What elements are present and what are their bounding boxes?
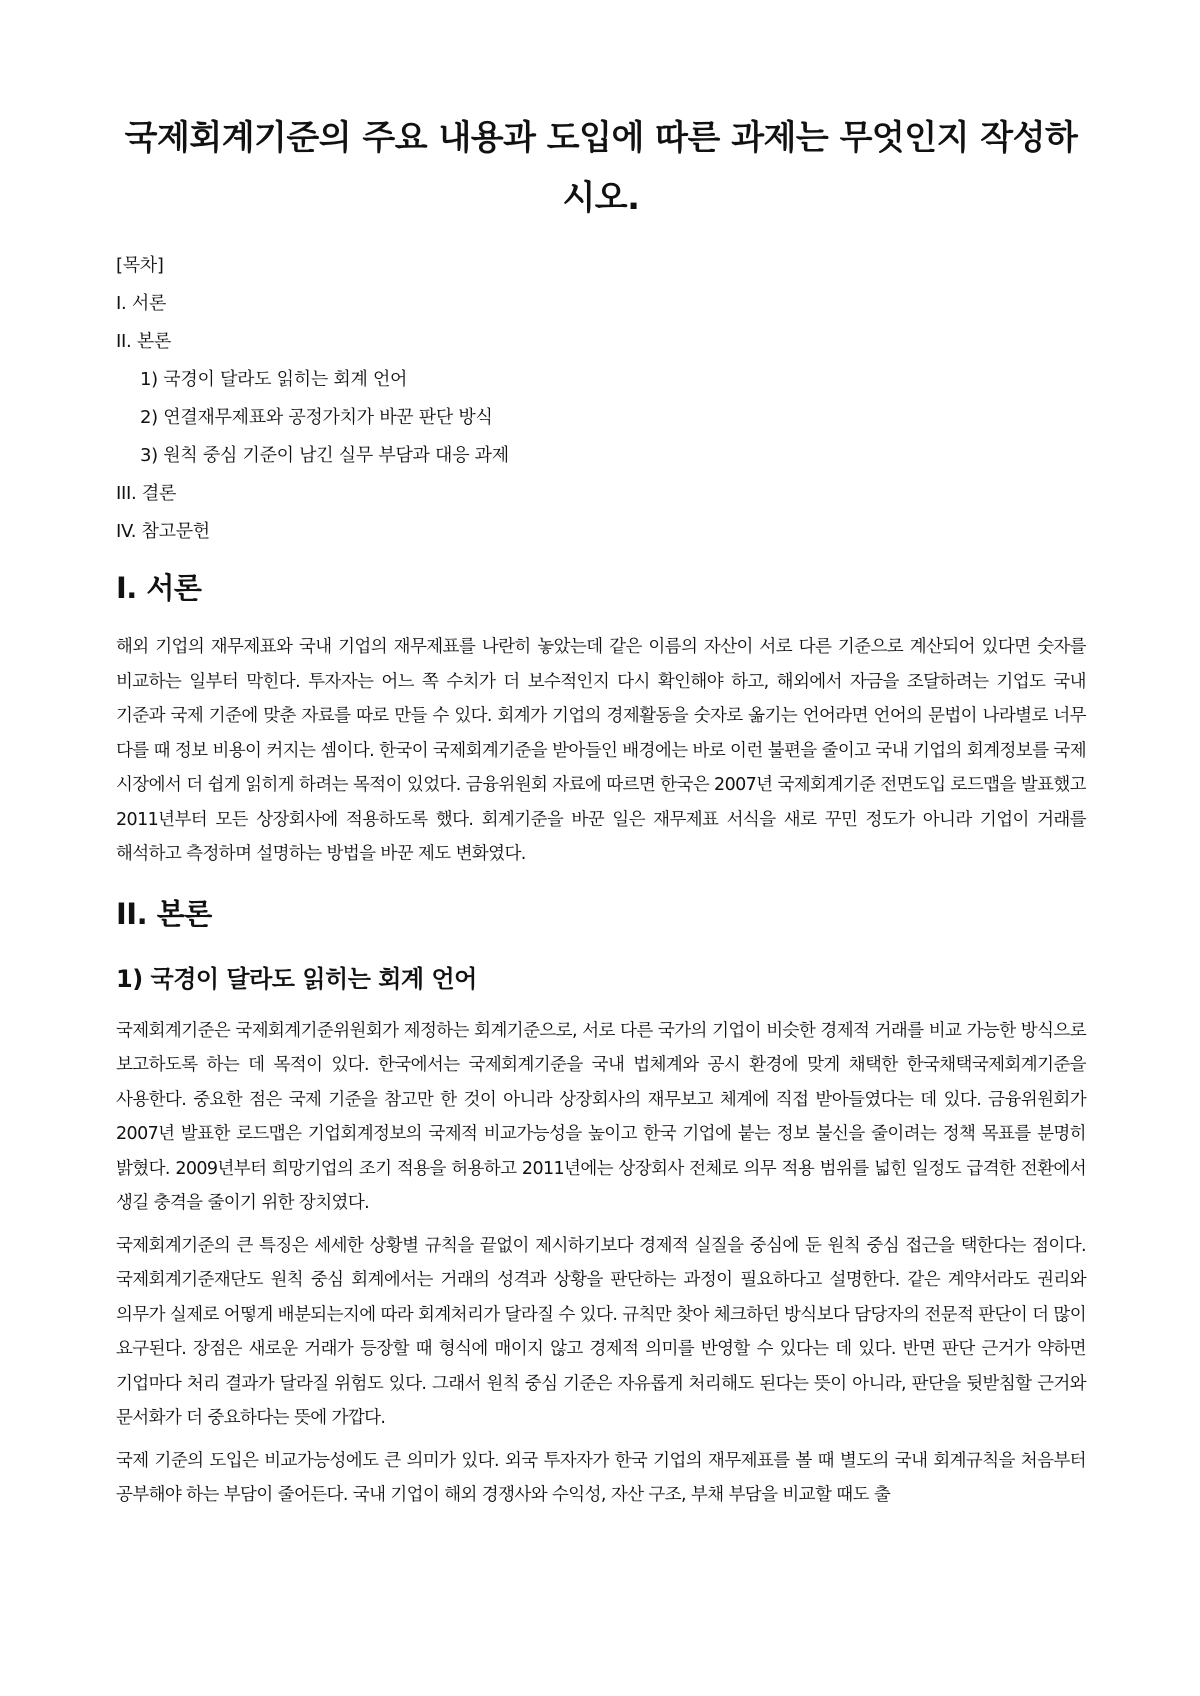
toc-item-body-2: 2) 연결재무제표와 공정가치가 바꾼 판단 방식 bbox=[140, 407, 493, 428]
section-heading-introduction: I. 서론 bbox=[116, 571, 202, 605]
toc-item-introduction: I. 서론 bbox=[116, 293, 167, 314]
toc-item-body-3: 3) 원칙 중심 기준이 남긴 실무 부담과 대응 과제 bbox=[140, 445, 509, 466]
section-heading-body: II. 본론 bbox=[116, 896, 212, 931]
document-title: 국제회계기준의 주요 내용과 도입에 따른 과제는 무엇인지 작성하시오. bbox=[124, 118, 1078, 218]
toc-item-body: II. 본론 bbox=[116, 331, 172, 352]
document-page bbox=[116, 108, 1086, 1521]
body-paragraph: 국제 기준의 도입은 비교가능성에도 큰 의미가 있다. 외국 투자자가 한국 기업의 재무제표를 볼 때 별도의 국내 회계규칙을 처음부터 공부해야 하는 부담이 줄어든다. 국내 기업이 해외 경쟁사와 수익성, 자산 구조, 부채 부담을 비교할 때도 출 bbox=[116, 1450, 1086, 1505]
table-of-contents bbox=[116, 254, 1086, 544]
body-paragraph: 국제회계기준의 큰 특징은 세세한 상황별 규칙을 끝없이 제시하기보다 경제적 실질을 중심에 둔 원칙 중심 접근을 택한다는 점이다. 국제회계기준재단도 원칙 중심 회계에서는 거래의 성격과 상황을 판단하는 과정이 필요하다고 설명한다. 같은 계약서라도 권리와 의무가 실제로 어떻게 배분되는지에 따라 회계처리가 달라질 수 있다. 규칙만 찾아 체크하던 방식보다 담당자의 전문적 판단이 더 많이 요구된다. 장점은 새로운 거래가 등장할 때 형식에 매이지 않고 경제적 의미를 반영할 수 있다는 데 있다. 반면 판단 근거가 약하면 기업마다 처리 결과가 달라질 위험도 있다. 그래서 원칙 중심 기준은 자유롭게 처리해도 된다는 뜻이 아니라, 판단을 뒷받침할 근거와 문서화가 더 중요하다는 뜻에 가깝다. bbox=[116, 1235, 1086, 1428]
toc-item-body-1: 1) 국경이 달라도 읽히는 회계 언어 bbox=[140, 369, 408, 390]
body-paragraph: 국제회계기준은 국제회계기준위원회가 제정하는 회계기준으로, 서로 다른 국가의 기업이 비슷한 경제적 거래를 비교 가능한 방식으로 보고하도록 하는 데 목적이 있다. 한국에서는 국제회계기준을 국내 법체계와 공시 환경에 맞게 채택한 한국채택국제회계기준을 사용한다. 중요한 점은 국제 기준을 참고만 한 것이 아니라 상장회사의 재무보고 체계에 직접 받아들였다는 데 있다. 금융위원회가 2007년 발표한 로드맵은 기업회계정보의 국제적 비교가능성을 높이고 한국 기업에 붙는 정보 불신을 줄이려는 정책 목표를 분명히 밝혔다. 2009년부터 희망기업의 조기 적용을 허용하고 2011년에는 상장회사 전체로 의무 적용 범위를 넓힌 일정도 급격한 전환에서 생길 충격을 줄이기 위한 장치였다. bbox=[116, 1020, 1086, 1213]
toc-heading: [목차] bbox=[116, 255, 164, 276]
toc-item-references: IV. 참고문헌 bbox=[116, 521, 210, 542]
subsection-heading-1: 1) 국경이 달라도 읽히는 회계 언어 bbox=[116, 964, 477, 993]
introduction-paragraph: 해외 기업의 재무제표와 국내 기업의 재무제표를 나란히 놓았는데 같은 이름의 자산이 서로 다른 기준으로 계산되어 있다면 숫자를 비교하는 일부터 막힌다. 투자자는 어느 쪽 수치가 더 보수적인지 다시 확인해야 하고, 해외에서 자금을 조달하려는 기업도 국내 기준과 국제 기준에 맞춘 자료를 따로 만들 수 있다. 회계가 기업의 경제활동을 숫자로 옮기는 언어라면 언어의 문법이 나라별로 너무 다를 때 정보 비용이 커지는 셈이다. 한국이 국제회계기준을 받아들인 배경에는 바로 이런 불편을 줄이고 국내 기업의 회계정보를 국제 시장에서 더 쉽게 읽히게 하려는 목적이 있었다. 금융위원회 자료에 따르면 한국은 2007년 국제회계기준 전면도입 로드맵을 발표했고 2011년부터 모든 상장회사에 적용하도록 했다. 회계기준을 바꾼 일은 재무제표 서식을 새로 꾸민 정도가 아니라 기업이 거래를 해석하고 측정하며 설명하는 방법을 바꾼 제도 변화였다. bbox=[116, 637, 1086, 864]
toc-item-conclusion: III. 결론 bbox=[116, 483, 177, 504]
